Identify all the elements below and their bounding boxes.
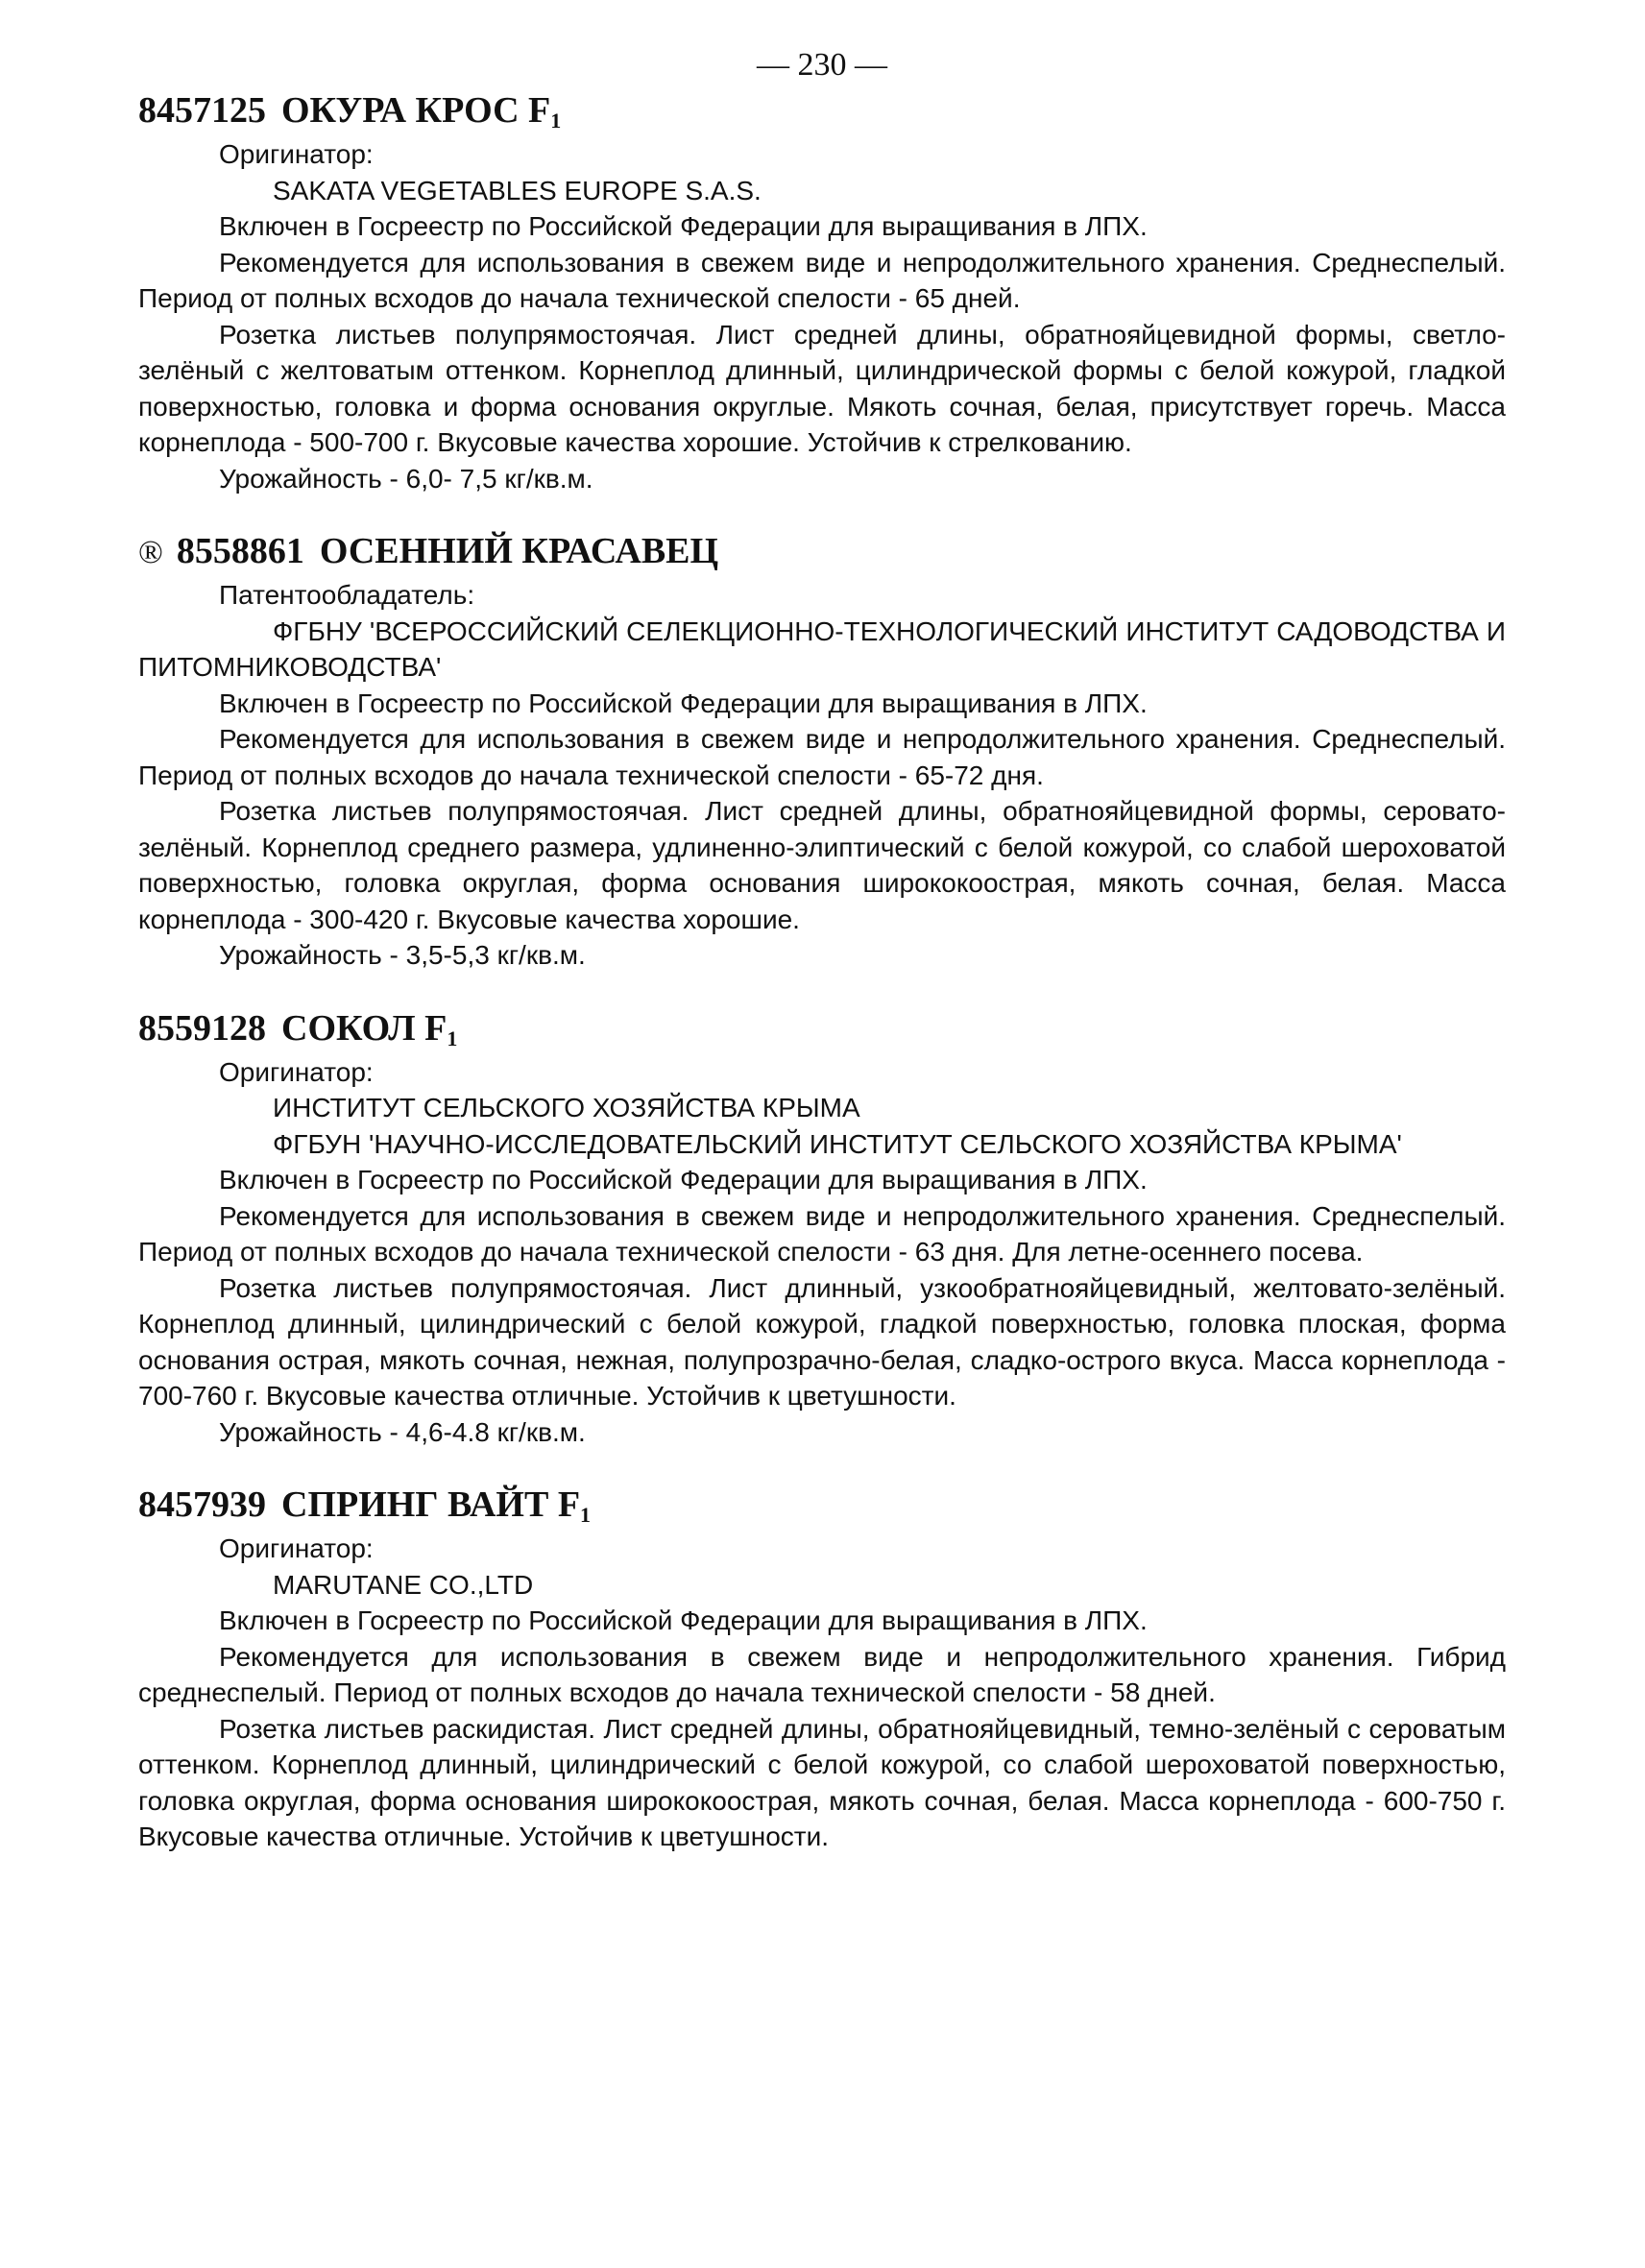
variety-entry — [138, 1006, 1506, 1451]
description-text: Розетка листьев раскидистая. Лист средней длины, обратнояйцевидный, темно-зелёный с сероватым оттенком. Корнеплод длинный, цилиндрический с белой кожурой, со слабой шероховатой поверхностью, головка округлая, форма основания ширококоострая, мякоть сочная, белая. Масса корнеплода - 600-750 г. Вкусовые качества отличные. Устойчив к цветушности. — [138, 1713, 1506, 1851]
description-text: Розетка листьев полупрямостоячая. Лист длинный, узкообратнояйцевидный, желтовато-зелёный. Корнеплод длинный, цилиндрический с белой кожурой, гладкой поверхностью, головка плоская, форма основания острая, мякоть сочная, нежная, полупрозрачно-белая, сладко-острого вкуса. Масса корнеплода - 700-760 г. Вкусовые качества отличные. Устойчив к цветушности. — [138, 1272, 1506, 1411]
variety-title — [138, 88, 1506, 136]
description-text: Розетка листьев полупрямостоячая. Лист средней длины, обратнояйцевидной формы, светло-зелёный с желтоватым оттенком. Корнеплод длинный, цилиндрической формы с белой кожурой, гладкой поверхностью, головка и форма основания округлые. Мякоть сочная, белая, присутствует горечь. Масса корнеплода - 500-700 г. Вкусовые качества хорошие. Устойчив к стрелкованию. — [138, 319, 1506, 457]
hybrid-index: 1 — [447, 1025, 458, 1050]
hybrid-index: 1 — [580, 1503, 592, 1527]
hybrid-letter: F — [424, 1007, 448, 1049]
holder-name: ФГБНУ 'ВСЕРОССИЙСКИЙ СЕЛЕКЦИОННО-ТЕХНОЛОГИЧЕСКИЙ ИНСТИТУТ САДОВОДСТВА И ПИТОМНИКОВОДСТВА' — [138, 615, 1506, 682]
variety-entry — [138, 1483, 1506, 1855]
hybrid-mark — [424, 1008, 457, 1049]
usage-text: Рекомендуется для использования в свежем виде и непродолжительного хранения. Среднеспелый. Период от полных всходов до начала технической спелости - 65-72 дня. — [138, 724, 1506, 790]
hybrid-mark — [558, 1484, 591, 1525]
registry-text: Включен в Госреестр по Российской Федерации для выращивания в ЛПХ. — [219, 211, 1148, 241]
variety-title — [138, 1006, 1506, 1054]
variety-code: 8558861 — [176, 531, 304, 571]
holder-name: MARUTANE CO.,LTD — [273, 1569, 534, 1600]
registered-mark: ® — [138, 535, 163, 570]
holder-name: SAKATA VEGETABLES EUROPE S.A.S. — [273, 175, 762, 205]
holder-label: Патентообладатель: — [219, 580, 475, 610]
yield-text: Урожайность - 3,5-5,3 кг/кв.м. — [219, 940, 586, 970]
variety-entry — [138, 88, 1506, 496]
description-text: Розетка листьев полупрямостоячая. Лист средней длины, обратнояйцевидной формы, серовато-зелёный. Корнеплод среднего размера, удлиненно-элиптический с белой кожурой, со слабой шероховатой поверхностью, головка округлая, форма основания ширококоострая, мякоть сочная, белая. Масса корнеплода - 300-420 г. Вкусовые качества хорошие. — [138, 796, 1506, 934]
variety-entry — [138, 529, 1506, 974]
variety-name: СПРИНГ ВАЙТ — [281, 1484, 549, 1525]
variety-code: 8559128 — [138, 1007, 266, 1049]
variety-title — [138, 529, 1506, 577]
variety-name: ОСЕННИЙ КРАСАВЕЦ — [319, 531, 719, 571]
holder-name: ФГБУН 'НАУЧНО-ИССЛЕДОВАТЕЛЬСКИЙ ИНСТИТУТ СЕЛЬСКОГО ХОЗЯЙСТВА КРЫМА' — [273, 1128, 1402, 1159]
holder-label: Оригинатор: — [219, 139, 374, 169]
holder-label: Оригинатор: — [219, 1056, 374, 1087]
hybrid-letter: F — [528, 90, 551, 131]
usage-text: Рекомендуется для использования в свежем виде и непродолжительного хранения. Среднеспелый. Период от полных всходов до начала технической спелости - 65 дней. — [138, 247, 1506, 313]
usage-text: Рекомендуется для использования в свежем виде и непродолжительного хранения. Среднеспелый. Период от полных всходов до начала технической спелости - 63 дня. Для летне-осеннего посева. — [138, 1200, 1506, 1267]
variety-code: 8457125 — [138, 90, 266, 131]
hybrid-letter: F — [557, 1484, 581, 1525]
registry-text: Включен в Госреестр по Российской Федерации для выращивания в ЛПХ. — [219, 1165, 1148, 1194]
variety-code: 8457939 — [138, 1484, 266, 1525]
registry-text: Включен в Госреестр по Российской Федерации для выращивания в ЛПХ. — [219, 688, 1148, 718]
variety-title — [138, 1483, 1506, 1531]
holder-name: ИНСТИТУТ СЕЛЬСКОГО ХОЗЯЙСТВА КРЫМА — [273, 1093, 860, 1122]
page-number: — 230 — — [757, 47, 887, 83]
holder-label: Оригинатор: — [219, 1533, 374, 1563]
variety-name: СОКОЛ — [281, 1007, 416, 1049]
variety-name: ОКУРА КРОС — [281, 90, 520, 131]
registry-text: Включен в Госреестр по Российской Федерации для выращивания в ЛПХ. — [219, 1605, 1148, 1635]
page-content — [138, 46, 1506, 1855]
hybrid-index: 1 — [550, 109, 562, 133]
hybrid-mark — [528, 90, 561, 131]
yield-text: Урожайность - 4,6-4.8 кг/кв.м. — [219, 1416, 586, 1447]
yield-text: Урожайность - 6,0- 7,5 кг/кв.м. — [219, 463, 593, 494]
usage-text: Рекомендуется для использования в свежем виде и непродолжительного хранения. Гибрид среднеспелый. Период от полных всходов до начала технической спелости - 58 дней. — [138, 1641, 1506, 1707]
